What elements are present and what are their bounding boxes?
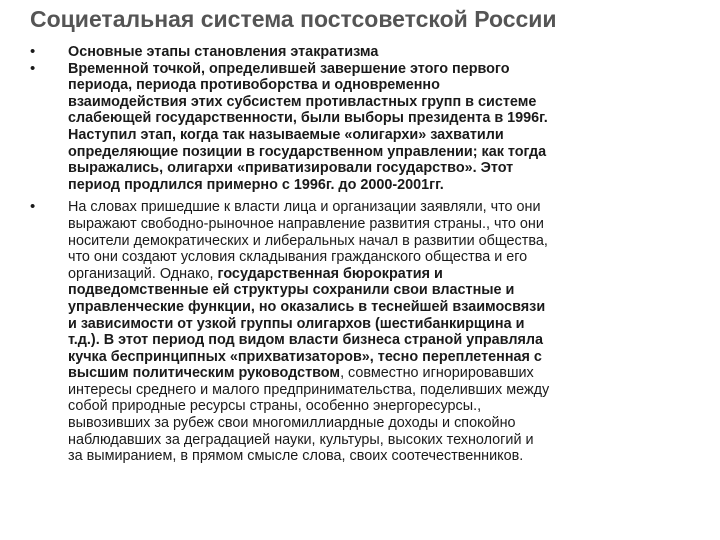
bullet-3-line-4: что они создают условия складывания гражданского общества и его bbox=[68, 249, 528, 266]
bullet-marker: • bbox=[30, 198, 36, 216]
bullet-item-1 bbox=[30, 44, 702, 61]
bullet-list bbox=[30, 44, 702, 465]
bullet-2-line-5: Наступил этап, когда так называемые «олигархи» захватили bbox=[68, 126, 504, 143]
bullet-3-line-11 bbox=[68, 365, 702, 382]
bullet-3-line-12: интересы среднего и малого предпринимательства, поделивших между bbox=[68, 381, 550, 398]
bullet-2-line-8: период продлился примерно с 1996г. до 2000-2001гг. bbox=[68, 176, 444, 193]
bullet-2-line-6: определяющие позиции в государственном управлении; как тогда bbox=[68, 143, 547, 160]
bullet-2-line-7: выражались, олигархи «приватизировали государство». Этот bbox=[68, 160, 514, 177]
slide-title: Социетальная система постсоветской России bbox=[30, 6, 557, 32]
bullet-3-line-13: собой природные ресурсы страны, особенно энергоресурсы., bbox=[68, 398, 482, 415]
bullet-3-line-1: На словах пришедшие к власти лица и организации заявляли, что они bbox=[68, 199, 541, 216]
bullet-2-line-3: взаимодействия этих субсистем противластных групп в системе bbox=[68, 93, 537, 110]
bullet-item-2 bbox=[30, 61, 702, 194]
bullet-marker: • bbox=[30, 59, 36, 77]
bullet-3-line-8: и зависимости от узкой группы олигархов (шестибанкирщина и bbox=[68, 315, 525, 332]
bullet-3-line-14: вывозивших за рубеж свои многомиллиардные доходы и спокойно bbox=[68, 415, 516, 432]
bullet-2-line-4: слабеющей государственности, были выборы президента в 1996г. bbox=[68, 110, 548, 127]
bullet-3-line-3: носители демократических и либеральных начал в развитии общества, bbox=[68, 232, 548, 249]
bullet-3-line-16: за вымиранием, в прямом смысле слова, своих соотечественников. bbox=[68, 448, 524, 465]
bullet-3-line-5-normal: организаций. Однако, bbox=[68, 265, 218, 282]
bullet-2-line-1: Временной точкой, определившей завершение этого первого bbox=[68, 60, 510, 77]
bullet-3-line-15: наблюдавших за деградацией науки, культуры, высоких технологий и bbox=[68, 431, 534, 448]
bullet-marker: • bbox=[30, 43, 36, 60]
bullet-3-line-2: выражают свободно-рыночное направление развития страны., что они bbox=[68, 215, 544, 232]
bullet-item-3 bbox=[30, 199, 702, 465]
bullet-2-line-2: периода, периода противоборства и одновременно bbox=[68, 77, 440, 94]
bullet-3-line-10: кучка беспринципных «прихватизаторов», тесно переплетенная с bbox=[68, 348, 542, 365]
bullet-3-line-11-normal: , совместно игнорировавших bbox=[340, 365, 534, 382]
bullet-3-line-9: т.д.). В этот период под видом власти бизнеса страной управляла bbox=[68, 332, 544, 349]
bullet-3-line-6: подведомственные ей структуры сохранили свои властные и bbox=[68, 282, 515, 299]
bullet-3-line-7: управленческие функции, но оказались в теснейшей взаимосвязи bbox=[68, 298, 546, 315]
bullet-3-line-5-bold: государственная бюрократия и bbox=[217, 265, 443, 282]
bullet-3-line-11-bold: высшим политическим руководством bbox=[68, 365, 341, 382]
bullet-1-text: Основные этапы становления этакратизма bbox=[68, 44, 379, 60]
bullet-3-line-5 bbox=[68, 266, 702, 283]
